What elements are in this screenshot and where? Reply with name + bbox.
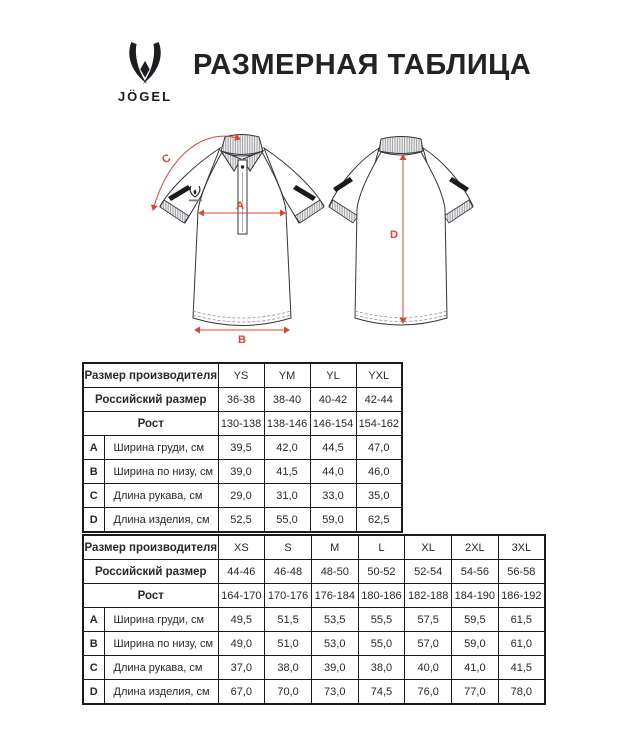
measure-value-cell: 76,0 bbox=[405, 680, 452, 705]
size-value-cell: 56-58 bbox=[498, 560, 545, 584]
measure-value-cell: 31,0 bbox=[264, 484, 310, 508]
measure-value-cell: 55,0 bbox=[358, 632, 405, 656]
size-header-row bbox=[83, 388, 402, 412]
size-value-cell: 186-192 bbox=[498, 584, 545, 608]
size-value-cell: 36-38 bbox=[218, 388, 264, 412]
size-value-cell: YM bbox=[264, 363, 310, 388]
size-table-adult bbox=[82, 534, 546, 705]
measure-value-cell: 53,0 bbox=[311, 632, 358, 656]
measure-value-cell: 53,5 bbox=[311, 608, 358, 632]
button bbox=[241, 165, 244, 168]
measure-key-cell: D bbox=[83, 508, 104, 533]
size-value-cell: L bbox=[358, 535, 405, 560]
size-value-cell: 50-52 bbox=[358, 560, 405, 584]
measure-value-cell: 41,5 bbox=[264, 460, 310, 484]
header-row-label: Рост bbox=[83, 412, 218, 436]
measure-value-cell: 44,5 bbox=[310, 436, 356, 460]
header-row-label: Размер производителя bbox=[83, 363, 218, 388]
size-value-cell: 46-48 bbox=[265, 560, 312, 584]
brand-wordmark: JÖGEL bbox=[117, 89, 173, 104]
measure-row bbox=[83, 680, 545, 705]
size-value-cell: M bbox=[311, 535, 358, 560]
measure-value-cell: 74,5 bbox=[358, 680, 405, 705]
measure-key-cell: C bbox=[83, 656, 104, 680]
size-value-cell: 44-46 bbox=[218, 560, 265, 584]
size-value-cell: YXL bbox=[356, 363, 402, 388]
measure-value-cell: 29,0 bbox=[218, 484, 264, 508]
measure-key-cell: B bbox=[83, 460, 104, 484]
measure-label-cell: Длина изделия, см bbox=[104, 680, 218, 705]
measure-label-cell: Ширина груди, см bbox=[104, 608, 218, 632]
measure-value-cell: 55,0 bbox=[264, 508, 310, 533]
measure-row bbox=[83, 484, 402, 508]
measure-value-cell: 49,0 bbox=[218, 632, 265, 656]
measure-value-cell: 46,0 bbox=[356, 460, 402, 484]
jogel-tulip-icon bbox=[126, 42, 164, 86]
size-header-row bbox=[83, 412, 402, 436]
measure-value-cell: 57,0 bbox=[405, 632, 452, 656]
measure-value-cell: 40,0 bbox=[405, 656, 452, 680]
size-value-cell: 42-44 bbox=[356, 388, 402, 412]
measure-value-cell: 59,0 bbox=[310, 508, 356, 533]
size-value-cell: 170-176 bbox=[265, 584, 312, 608]
measure-key-cell: A bbox=[83, 436, 104, 460]
size-value-cell: 40-42 bbox=[310, 388, 356, 412]
header-row-label: Российский размер bbox=[83, 560, 218, 584]
measure-label-cell: Ширина по низу, см bbox=[104, 460, 218, 484]
measure-row bbox=[83, 460, 402, 484]
measure-value-cell: 47,0 bbox=[356, 436, 402, 460]
measure-value-cell: 78,0 bbox=[498, 680, 545, 705]
measure-value-cell: 59,5 bbox=[452, 608, 499, 632]
size-header-row bbox=[83, 584, 545, 608]
size-value-cell: 54-56 bbox=[452, 560, 499, 584]
measure-key-cell: B bbox=[83, 632, 104, 656]
size-value-cell: 180-186 bbox=[358, 584, 405, 608]
header-row-label: Российский размер bbox=[83, 388, 218, 412]
measure-value-cell: 35,0 bbox=[356, 484, 402, 508]
label-c: C bbox=[160, 151, 173, 167]
size-value-cell: 154-162 bbox=[356, 412, 402, 436]
measure-value-cell: 77,0 bbox=[452, 680, 499, 705]
measure-value-cell: 41,5 bbox=[498, 656, 545, 680]
measure-value-cell: 51,5 bbox=[265, 608, 312, 632]
measure-value-cell: 39,5 bbox=[218, 436, 264, 460]
size-value-cell: YS bbox=[218, 363, 264, 388]
header-row-label: Рост bbox=[83, 584, 218, 608]
size-value-cell: 130-138 bbox=[218, 412, 264, 436]
measure-value-cell: 39,0 bbox=[218, 460, 264, 484]
measure-label-cell: Длина рукава, см bbox=[104, 484, 218, 508]
size-table-youth bbox=[82, 362, 403, 533]
brand-logo bbox=[105, 42, 185, 104]
measure-key-cell: A bbox=[83, 608, 104, 632]
measure-value-cell: 61,5 bbox=[498, 608, 545, 632]
measure-value-cell: 61,0 bbox=[498, 632, 545, 656]
measure-value-cell: 39,0 bbox=[311, 656, 358, 680]
size-value-cell: 182-188 bbox=[405, 584, 452, 608]
measure-value-cell: 57,5 bbox=[405, 608, 452, 632]
measure-value-cell: 59,0 bbox=[452, 632, 499, 656]
size-header-row bbox=[83, 560, 545, 584]
back-collar bbox=[379, 137, 423, 154]
size-value-cell: XS bbox=[218, 535, 265, 560]
size-header-row bbox=[83, 363, 402, 388]
size-value-cell: 48-50 bbox=[311, 560, 358, 584]
front-shirt-diagram bbox=[148, 124, 334, 350]
size-value-cell: 146-154 bbox=[310, 412, 356, 436]
size-value-cell: 38-40 bbox=[264, 388, 310, 412]
label-d: D bbox=[390, 229, 398, 241]
size-value-cell: XL bbox=[405, 535, 452, 560]
back-shirt-diagram bbox=[322, 124, 488, 350]
size-value-cell: 138-146 bbox=[264, 412, 310, 436]
measure-value-cell: 52,5 bbox=[218, 508, 264, 533]
measure-key-cell: C bbox=[83, 484, 104, 508]
header-row-label: Размер производителя bbox=[83, 535, 218, 560]
label-b: B bbox=[238, 334, 246, 346]
measure-label-cell: Ширина по низу, см bbox=[104, 632, 218, 656]
measure-value-cell: 67,0 bbox=[218, 680, 265, 705]
size-header-row bbox=[83, 535, 545, 560]
measure-row bbox=[83, 508, 402, 533]
measure-row bbox=[83, 608, 545, 632]
measure-value-cell: 38,0 bbox=[265, 656, 312, 680]
measure-value-cell: 49,5 bbox=[218, 608, 265, 632]
size-value-cell: S bbox=[265, 535, 312, 560]
size-value-cell: 164-170 bbox=[218, 584, 265, 608]
measure-label-cell: Ширина груди, см bbox=[104, 436, 218, 460]
measure-value-cell: 55,5 bbox=[358, 608, 405, 632]
measure-value-cell: 38,0 bbox=[358, 656, 405, 680]
label-a: A bbox=[236, 200, 244, 212]
measure-key-cell: D bbox=[83, 680, 104, 705]
measure-value-cell: 51,0 bbox=[265, 632, 312, 656]
measure-value-cell: 42,0 bbox=[264, 436, 310, 460]
size-value-cell: YL bbox=[310, 363, 356, 388]
size-value-cell: 176-184 bbox=[311, 584, 358, 608]
size-value-cell: 184-190 bbox=[452, 584, 499, 608]
measure-row bbox=[83, 656, 545, 680]
measure-label-cell: Длина рукава, см bbox=[104, 656, 218, 680]
measure-value-cell: 33,0 bbox=[310, 484, 356, 508]
size-value-cell: 3XL bbox=[498, 535, 545, 560]
measure-value-cell: 70,0 bbox=[265, 680, 312, 705]
measure-value-cell: 41,0 bbox=[452, 656, 499, 680]
placket bbox=[238, 160, 247, 234]
measure-value-cell: 73,0 bbox=[311, 680, 358, 705]
measure-value-cell: 62,5 bbox=[356, 508, 402, 533]
measure-value-cell: 37,0 bbox=[218, 656, 265, 680]
measure-row bbox=[83, 436, 402, 460]
measure-value-cell: 44,0 bbox=[310, 460, 356, 484]
measure-label-cell: Длина изделия, см bbox=[104, 508, 218, 533]
measure-row bbox=[83, 632, 545, 656]
back-body bbox=[355, 152, 447, 325]
page-title: РАЗМЕРНАЯ ТАБЛИЦА bbox=[193, 49, 532, 81]
size-value-cell: 2XL bbox=[452, 535, 499, 560]
size-value-cell: 52-54 bbox=[405, 560, 452, 584]
